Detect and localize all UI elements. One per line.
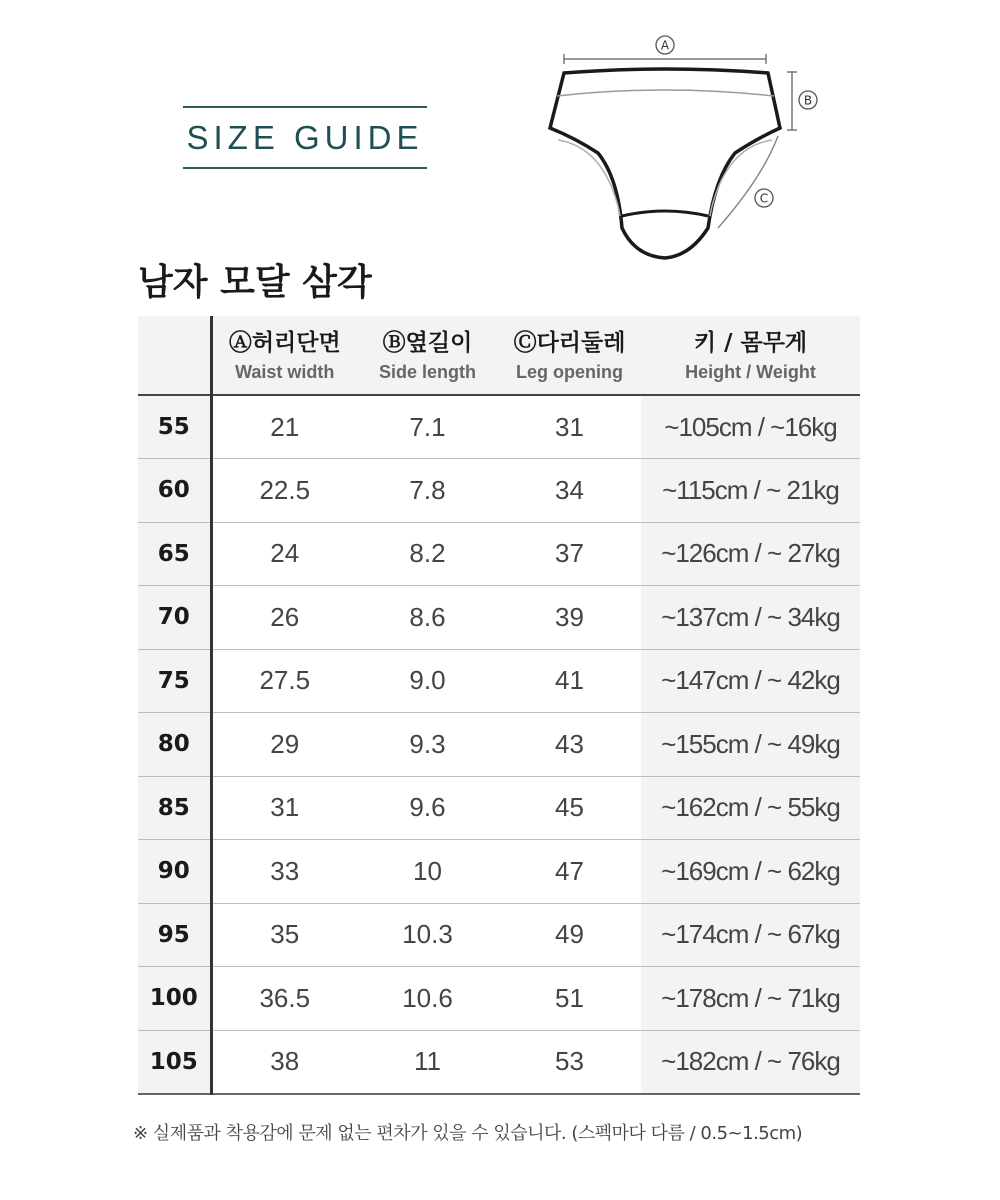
header-height-weight <box>641 316 860 395</box>
header-side-mark: Ⓑ <box>382 329 406 356</box>
size-cell: 65 <box>138 522 211 586</box>
side-cell: 10 <box>413 855 442 886</box>
table-row <box>138 840 860 904</box>
waist-cell: 24 <box>270 538 300 569</box>
waist-cell: 33 <box>270 855 300 886</box>
side-cell: 10.6 <box>402 982 453 1013</box>
size-cell: 90 <box>138 840 211 904</box>
header-height-weight-en: Height / Weight <box>685 361 816 382</box>
table-row <box>138 649 860 713</box>
label-a: A <box>660 38 670 53</box>
leg-cell: 31 <box>555 411 584 442</box>
leg-cell: 41 <box>555 665 584 696</box>
size-cell: 75 <box>138 649 211 713</box>
waist-cell: 27.5 <box>259 665 311 696</box>
size-cell: 55 <box>138 395 211 459</box>
size-guide-top-rule <box>183 106 427 108</box>
product-title: 남자 모달 삼각 <box>138 262 372 303</box>
height-weight-cell: ~162cm / ~ 55kg <box>641 776 860 840</box>
side-cell: 10.3 <box>402 919 453 950</box>
label-c: C <box>759 191 769 206</box>
size-cell: 105 <box>138 1030 211 1094</box>
side-cell: 9.0 <box>409 665 446 696</box>
leg-cell: 53 <box>555 1046 584 1076</box>
size-cell: 85 <box>138 776 211 840</box>
size-cell: 70 <box>138 586 211 650</box>
height-weight-cell: ~126cm / ~ 27kg <box>641 522 860 586</box>
size-cell: 60 <box>138 459 211 523</box>
header-waist-mark: Ⓐ <box>228 329 252 356</box>
height-weight-cell: ~105cm / ~16kg <box>641 395 860 459</box>
briefs-outline <box>550 69 780 258</box>
height-weight-cell: ~147cm / ~ 42kg <box>641 649 860 713</box>
briefs-diagram <box>540 28 840 268</box>
leg-cell: 43 <box>555 728 584 759</box>
waist-cell: 31 <box>270 792 300 823</box>
waist-cell: 22.5 <box>259 474 311 505</box>
leg-cell: 47 <box>555 855 584 886</box>
waist-cell: 26 <box>270 601 300 632</box>
size-guide-heading <box>183 106 427 170</box>
header-leg-en: Leg opening <box>516 361 623 382</box>
side-cell: 9.6 <box>409 792 446 823</box>
table-row <box>138 395 860 459</box>
header-leg-mark: Ⓒ <box>513 329 537 356</box>
waist-cell: 38 <box>270 1046 300 1076</box>
height-weight-cell: ~115cm / ~ 21kg <box>641 459 860 523</box>
label-b: B <box>803 93 813 108</box>
header-waist <box>211 316 357 395</box>
size-guide-title: SIZE GUIDE <box>186 119 424 156</box>
height-weight-cell: ~182cm / ~ 76kg <box>641 1030 860 1094</box>
waist-cell: 36.5 <box>259 982 311 1013</box>
footnote: ※ 실제품과 착용감에 문제 없는 편차가 있을 수 있습니다. (스펙마다 다름 / 0.5~1.5cm) <box>133 1123 803 1144</box>
header-corner <box>138 316 211 395</box>
table-row <box>138 776 860 840</box>
header-side <box>357 316 498 395</box>
leg-cell: 34 <box>555 474 584 505</box>
table-row <box>138 903 860 967</box>
header-leg-ko: 다리둘레 <box>536 329 626 356</box>
size-cell: 80 <box>138 713 211 777</box>
side-cell: 7.8 <box>409 474 446 505</box>
height-weight-cell: ~174cm / ~ 67kg <box>641 903 860 967</box>
waist-cell: 29 <box>270 728 300 759</box>
waist-cell: 35 <box>270 919 300 950</box>
height-weight-cell: ~155cm / ~ 49kg <box>641 713 860 777</box>
side-cell: 11 <box>414 1046 441 1076</box>
side-cell: 9.3 <box>409 728 446 759</box>
header-waist-ko: 허리단면 <box>251 329 341 356</box>
height-weight-cell: ~137cm / ~ 34kg <box>641 586 860 650</box>
size-cell: 100 <box>138 967 211 1031</box>
side-cell: 7.1 <box>409 411 446 442</box>
height-weight-cell: ~178cm / ~ 71kg <box>641 967 860 1031</box>
side-cell: 8.6 <box>409 601 446 632</box>
leg-cell: 49 <box>555 919 584 950</box>
table-row <box>138 522 860 586</box>
leg-cell: 37 <box>555 538 584 569</box>
header-side-ko: 옆길이 <box>405 329 473 356</box>
side-cell: 8.2 <box>409 538 446 569</box>
header-leg <box>498 316 641 395</box>
waist-cell: 21 <box>270 411 300 442</box>
height-weight-cell: ~169cm / ~ 62kg <box>641 840 860 904</box>
size-table-header-row <box>138 316 860 395</box>
leg-cell: 45 <box>555 792 584 823</box>
header-height-weight-ko: 키 / 몸무게 <box>693 329 808 356</box>
table-row <box>138 1030 860 1094</box>
leg-cell: 51 <box>555 982 584 1013</box>
table-row <box>138 713 860 777</box>
size-table-body <box>138 395 860 1094</box>
size-table <box>138 316 860 1095</box>
size-cell: 95 <box>138 903 211 967</box>
table-row <box>138 967 860 1031</box>
header-waist-en: Waist width <box>235 361 335 382</box>
size-guide-bottom-rule <box>183 167 427 169</box>
leg-cell: 39 <box>555 601 584 632</box>
table-row <box>138 459 860 523</box>
table-row <box>138 586 860 650</box>
header-side-en: Side length <box>378 361 476 382</box>
